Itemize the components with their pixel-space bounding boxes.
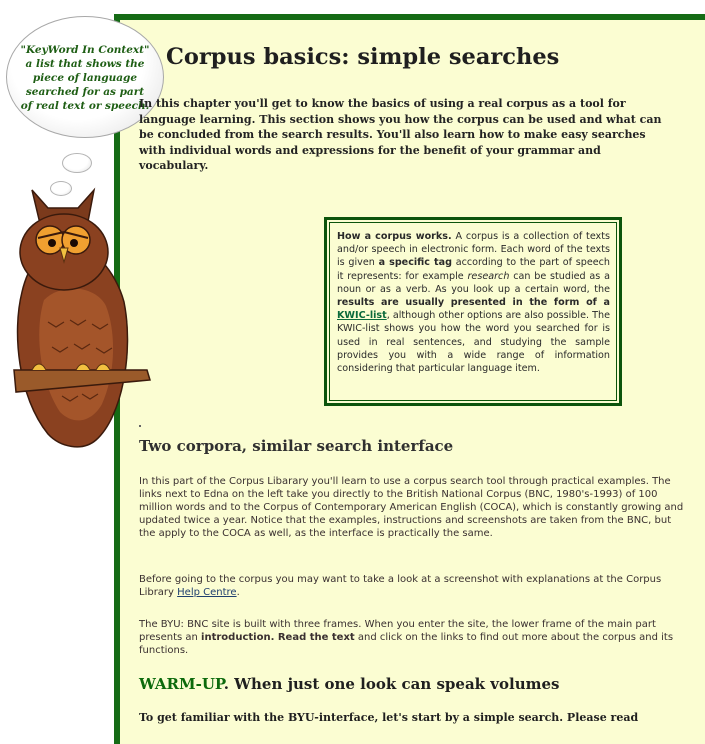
corpora-paragraph: In this part of the Corpus Libarary you'll learn to use a corpus search tool through practical examples. The links next to Edna on the left take you directly to the British National Corpus (BNC, 1980's-1993) of 100 million words and to the Corpus of Contemporary American English (COCA), which is constantly growing and updated twice a year. Notice that the examples, instructions and screenshots are taken from the BNC, but the apply to the COCA as well, as the interface is practically the same. [139,476,684,539]
info-example-word: research [467,270,510,282]
corpus-info-text [337,230,610,375]
intro-text: In this chapter you'll get to know the basics of using a real corpus as a tool for language learning. This section shows you how the corpus can be used and what can be concluded from the search results. You'll also learn how to make easy searches with individual words and expressions for the benefit of your grammar and vocabulary. [139,97,662,172]
help-centre-paragraph [139,573,687,599]
info-text-2: according to the part of speech it represents: for example [337,257,610,282]
corpora-heading: Two corpora, similar search interface [139,437,454,455]
corpus-info-box-inner [329,222,617,401]
owl-illustration [12,182,152,457]
page-title: Corpus basics: simple searches [166,44,560,70]
frames-bold-text: introduction. Read the text [201,632,355,643]
thought-dot-large [62,153,92,173]
help-text-before: Before going to the corpus you may want to take a look at a screenshot with explanations at the Corpus Library [139,574,662,598]
corpus-info-box [324,217,622,406]
info-bold-tag: a specific tag [378,257,452,269]
warmup-subtitle: . When just one look can speak volumes [223,675,560,693]
warmup-label: WARM-UP [139,675,224,693]
frames-text-after: and click on the links to find out more about the corpus and its functions. [139,632,674,656]
warmup-heading [139,675,559,693]
help-text-after: . [236,587,240,598]
frames-text-before: The BYU: BNC site is built with three frames. When you enter the site, the lower frame of the main part presents an [139,619,656,643]
kwic-definition: "KeyWord In Context" a list that shows the piece of language searched for as part of real text or speech. [20,44,150,112]
help-centre-link[interactable]: Help Centre [177,587,237,598]
info-heading: How a corpus works. [337,231,452,242]
frames-paragraph [139,618,687,657]
info-bold-results: results are usually presented in the form of a [337,297,610,309]
stray-dot [139,425,141,427]
info-text-4: , although other options are also possible. The KWIC-list shows you how the word you searched for is used in real sentences, and studying the sample provides you with a wide range of information considering that particular language item. [337,310,610,375]
info-text-3: can be studied as a noun or as a verb. As you look up a certain word, the [337,270,610,295]
kwic-list-link[interactable]: KWIC-list [337,310,387,322]
info-text-1: A corpus is a collection of texts and/or speech in electronic form. Each word of the texts is given [337,231,610,269]
warmup-text: To get familiar with the BYU-interface, let's start by a simple search. Please read [139,711,639,724]
